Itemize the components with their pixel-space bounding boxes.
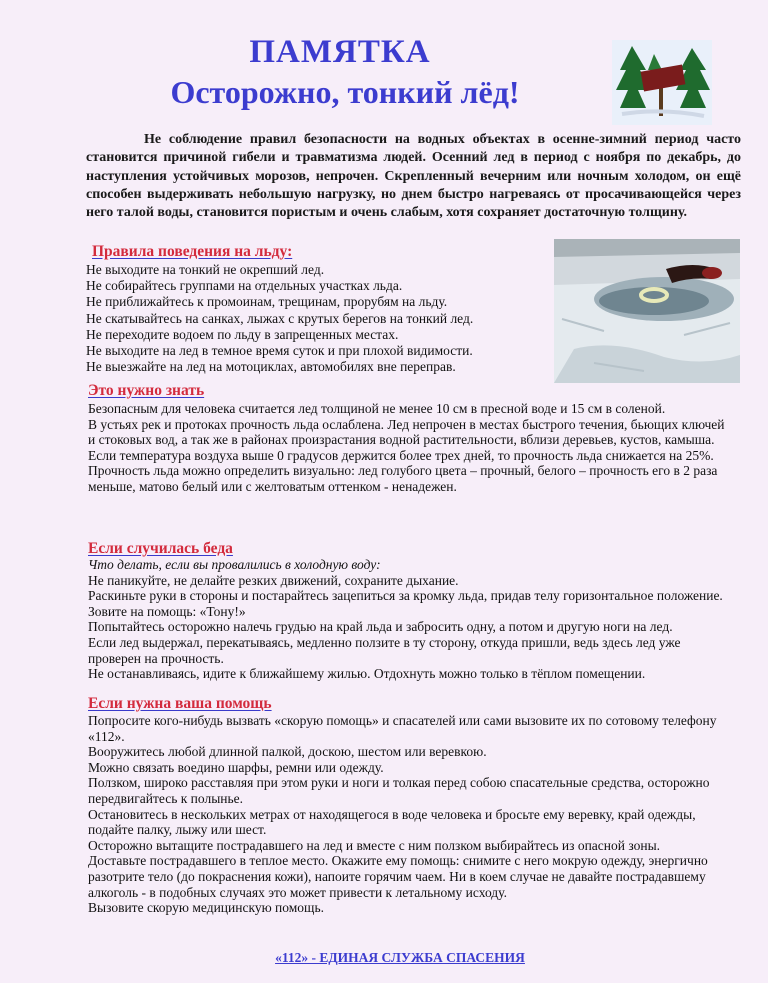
list-item: Не скатывайтесь на санках, лыжах с крутых берегов на тонкий лед. — [86, 310, 474, 326]
list-item: Попытайтесь осторожно налечь грудью на край льда и забросить одну, а потом и другую ноги на лед. — [88, 619, 673, 635]
help-heading: Если нужна ваша помощь — [88, 695, 272, 712]
list-item: Попросите кого-нибудь вызвать «скорую помощь» и спасателей или сами вызовите их по сотовому телефону «112». — [88, 713, 717, 744]
trouble-list — [88, 557, 728, 682]
know-heading: Это нужно знать — [88, 382, 205, 399]
list-item: Не приближайтесь к промоинам, трещинам, прорубям на льду. — [86, 294, 448, 310]
list-item: Не останавливаясь, идите к ближайшему жилью. Отдохнуть можно только в тёплом помещении. — [88, 666, 646, 682]
list-item: Не выходите на лед в темное время суток и при плохой видимости. — [86, 343, 473, 359]
list-item: Прочность льда можно определить визуально: лед голубого цвета – прочный, белого – прочность его в 2 раза меньше, матово белый или с желтоватым оттенком - ненадежен. — [88, 463, 718, 494]
list-item: В устьях рек и протоках прочность льда ослаблена. Лед непрочен в местах быстрого течения, бьющих ключей и стоковых вод, а так же в районах произрастания водной растительности, вблизи деревьев, кустов, камыша. — [88, 416, 725, 448]
list-item: Не переходите водоем по льду в запрещенных местах. — [86, 326, 399, 342]
know-list — [88, 401, 728, 495]
page-title: ПАМЯТКА — [249, 34, 431, 70]
list-item: Безопасным для человека считается лед толщиной не менее 10 см в пресной воде и 15 см в соленой. — [88, 401, 666, 416]
trees-sign-icon — [612, 40, 712, 125]
list-item: Доставьте пострадавшего в теплое место. Окажите ему помощь: снимите с него мокрую одежду, энергично разотрите тело (до покраснения кожи), напоите горячим чаем. Ни в коем случае не давайте пострадавшему алкоголь - в подобных случаях это может привести к летальному исходу. — [88, 853, 708, 900]
intro-paragraph: Не соблюдение правил безопасности на водных объектах в осенне-зимний период часто становится причиной гибели и травматизма людей. Осенний лед в период с ноября по декабрь, до наступления устойчивых морозов, непрочен. Скрепленный вечерним или ночным холодом, он ещё способен выдерживать небольшую нагрузку, но днем быстро нагреваясь от просачивающейся через него талой воды, становится пористым и очень слабым, хотя сохраняет достаточную толщину. — [86, 132, 741, 221]
list-item: Вызовите скорую медицинскую помощь. — [88, 900, 324, 916]
trouble-heading: Если случилась беда — [88, 540, 233, 557]
trouble-subheading: Что делать, если вы провалились в холодную воду: — [88, 557, 381, 572]
list-item: Если лед выдержал, перекатываясь, медленно ползите в ту сторону, откуда пришли, ведь здесь лед уже проверен на прочность. — [88, 634, 681, 666]
list-item: Можно связать воедино шарфы, ремни или одежду. — [88, 759, 384, 775]
list-item: Не выезжайте на лед на мотоциклах, автомобилях вне переправ. — [86, 359, 456, 375]
list-item: Ползком, широко расставляя при этом руки и ноги и толкая перед собою спасательные средства, осторожно передвигайтесь к полынье. — [88, 775, 710, 806]
page-subtitle: Осторожно, тонкий лёд! — [170, 74, 520, 110]
list-item: Не выходите на тонкий не окрепший лед. — [86, 262, 325, 277]
emergency-footer: «112» - ЕДИНАЯ СЛУЖБА СПАСЕНИЯ — [275, 950, 525, 965]
list-item: Не собирайтесь группами на отдельных участках льда. — [86, 278, 403, 294]
list-item: Вооружитесь любой длинной палкой, доскою, шестом или веревкою. — [88, 744, 487, 760]
thin-ice-warning-logo — [612, 40, 712, 125]
rules-heading: Правила поведения на льду: — [92, 243, 293, 260]
ice-rescue-photo — [554, 239, 740, 383]
list-item: Раскиньте руки в стороны и постарайтесь зацепиться за кромку льда, придав телу горизонтальное положение. Зовите на помощь: «Тону!» — [88, 588, 723, 619]
help-list — [88, 713, 728, 916]
list-item: Если температура воздуха выше 0 градусов держится более трех дней, то прочность льда снижается на 25%. — [88, 447, 714, 463]
list-item: Осторожно вытащите пострадавшего на лед и вместе с ним ползком выбирайтесь из опасной зоны. — [88, 837, 661, 853]
person-in-ice-hole-icon — [554, 239, 740, 383]
list-item: Остановитесь в нескольких метрах от находящегося в воде человека и бросьте ему веревку, край одежды, подайте палку, лыжу или шест. — [88, 806, 696, 838]
rules-list — [86, 262, 546, 375]
list-item: Не паникуйте, не делайте резких движений, сохраните дыхание. — [88, 572, 459, 588]
